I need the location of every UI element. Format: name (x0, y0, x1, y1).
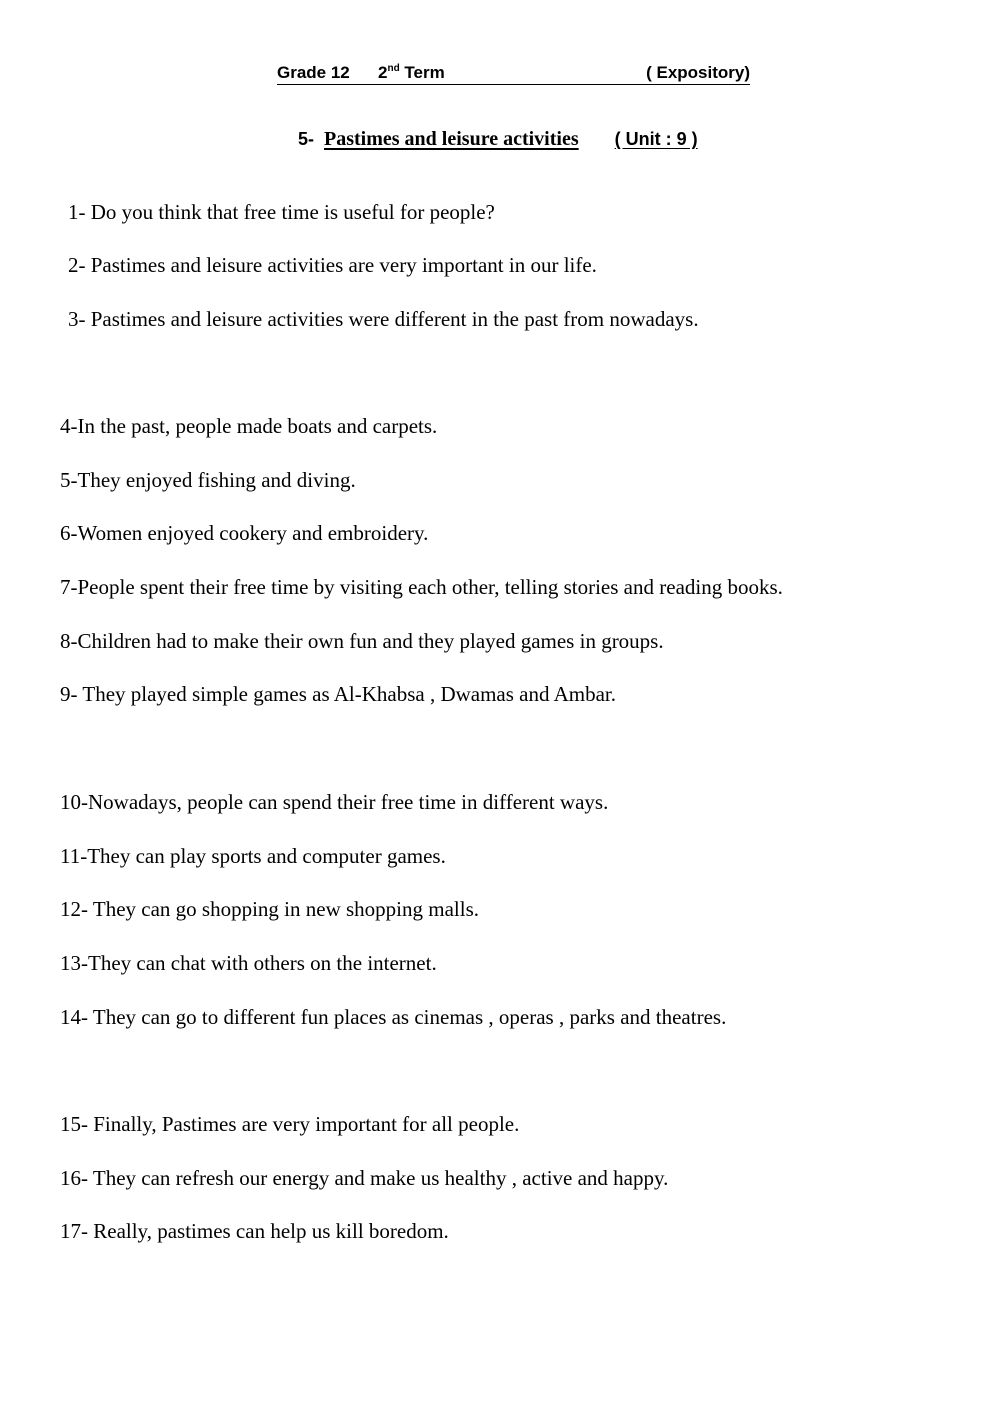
term-number: 2 (378, 63, 388, 82)
document-header (277, 60, 750, 85)
unit-label: ( Unit : 9 ) (614, 129, 698, 149)
term-label (378, 60, 445, 86)
sentence-1: 1- Do you think that free time is useful for people? (68, 200, 495, 224)
sentence-9: 9- They played simple games as Al-Khabsa , Dwamas and Ambar. (60, 682, 616, 706)
sentence-15: 15- Finally, Pastimes are very important for all people. (60, 1112, 520, 1136)
sentence-7: 7-People spent their free time by visiting each other, telling stories and reading books. (60, 575, 783, 599)
page-title (298, 125, 698, 153)
title-number: 5- (298, 129, 315, 149)
sentence-17: 17- Really, pastimes can help us kill boredom. (60, 1219, 449, 1243)
term-word: Term (404, 63, 445, 82)
sentence-12: 12- They can go shopping in new shopping malls. (60, 897, 479, 921)
sentence-3: 3- Pastimes and leisure activities were different in the past from nowadays. (68, 307, 699, 331)
sentence-11: 11-They can play sports and computer games. (60, 844, 446, 868)
sentence-6: 6-Women enjoyed cookery and embroidery. (60, 521, 429, 545)
sentence-10: 10-Nowadays, people can spend their free time in different ways. (60, 790, 609, 814)
grade-label: Grade 12 (277, 63, 350, 82)
sentence-16: 16- They can refresh our energy and make us healthy , active and happy. (60, 1166, 669, 1190)
title-text: Pastimes and leisure activities (324, 128, 579, 150)
sentence-5: 5-They enjoyed fishing and diving. (60, 468, 356, 492)
sentence-4: 4-In the past, people made boats and carpets. (60, 414, 438, 438)
essay-type-label: ( Expository) (646, 63, 750, 82)
sentence-8: 8-Children had to make their own fun and they played games in groups. (60, 629, 664, 653)
sentence-13: 13-They can chat with others on the internet. (60, 951, 437, 975)
term-suffix: nd (387, 63, 400, 74)
sentence-2: 2- Pastimes and leisure activities are very important in our life. (68, 253, 597, 277)
sentence-14: 14- They can go to different fun places as cinemas , operas , parks and theatres. (60, 1005, 727, 1029)
